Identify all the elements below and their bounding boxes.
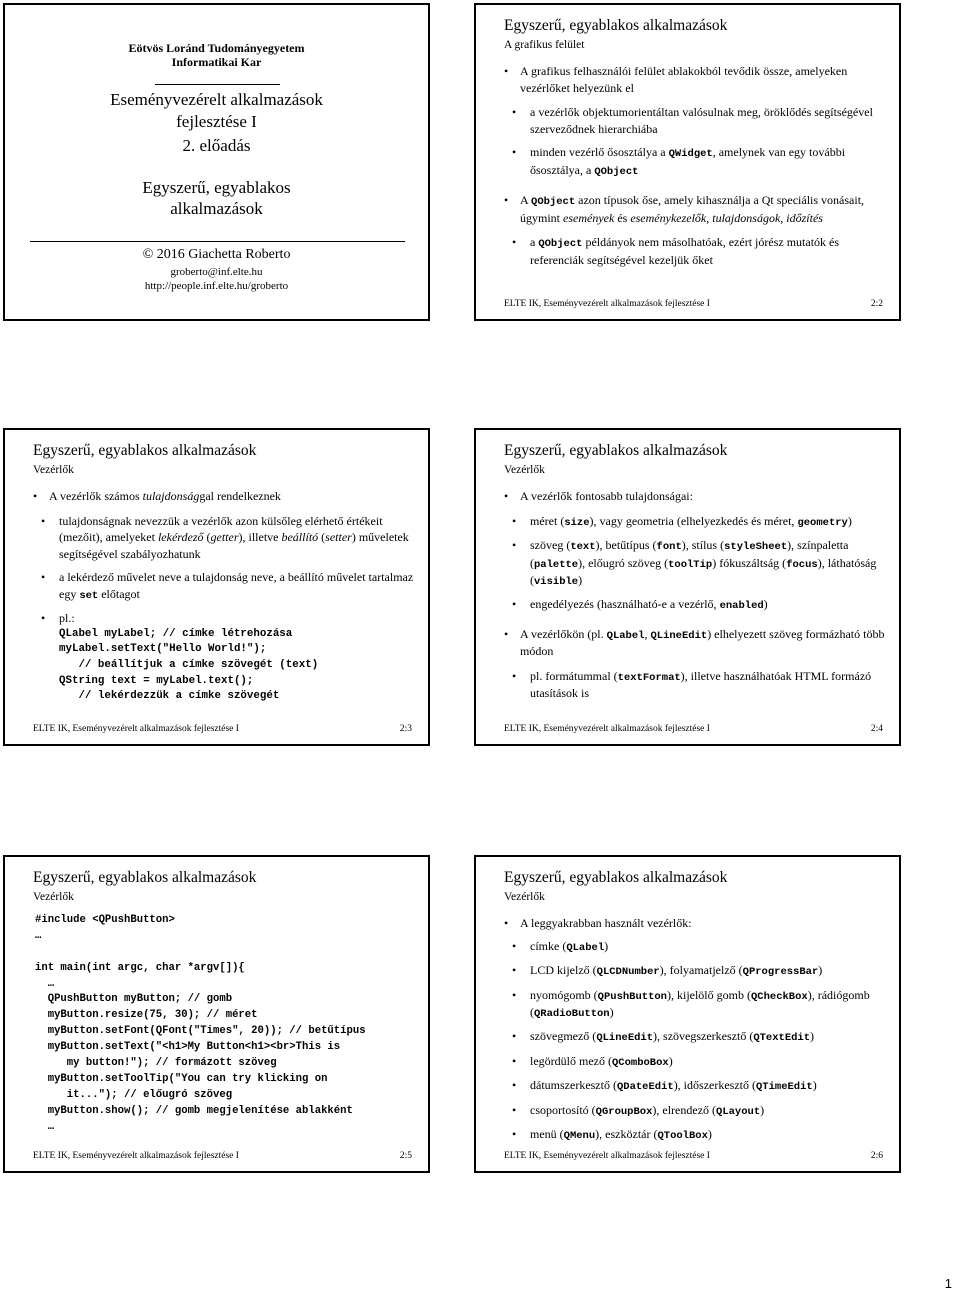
slide-title: Egyszerű, egyablakos alkalmazások <box>504 17 728 34</box>
widget-list-item: • menü (QMenu), eszköztár (QToolBox) <box>502 1126 885 1143</box>
sub-bullet: • szöveg (text), betűtípus (font), stílus (styleSheet), színpaletta (palette), előugró szöveg (toolTip) fókuszáltság (focus), láthatóság (visible) <box>502 537 885 589</box>
slide-2 <box>474 3 901 321</box>
slide-4 <box>474 428 901 746</box>
slide-number: 2:3 <box>399 724 412 734</box>
sub-bullet: • tulajdonságnak nevezzük a vezérlők azon külsőleg elérhető értékeit (mezőit), amelyeket lekérdező (getter), illetve beállító (setter) műveletek segítségével szabályozhatunk <box>31 513 414 563</box>
university-name: Eötvös Loránd Tudományegyetem <box>128 41 305 55</box>
code-example: #include <QPushButton> … int main(int argc, char *argv[]){ … QPushButton myButton; // gomb myButton.resize(75, 30); // méret myButton.setFont(QFont("Times", 20)); // betűtípus myButton.setText("<h1>My Button<h1><br>This is my button!"); // formázott szöveg myButton.setToolTip("You can try klicking on it..."); // előugró szöveg myButton.show(); // gomb megjelenítése ablakként … <box>35 914 366 1133</box>
bullet: • A vezérlőkön (pl. QLabel, QLineEdit) elhelyezett szöveg formázható több módon <box>502 626 885 660</box>
slide-3 <box>3 428 430 746</box>
slide-title: Egyszerű, egyablakos alkalmazások <box>504 869 728 886</box>
widget-list-item: • LCD kijelző (QLCDNumber), folyamatjelző (QProgressBar) <box>502 962 885 979</box>
sub-bullet: • a vezérlők objektumorientáltan valósulnak meg, öröklődés segítségével szerveződnek hierarchiába <box>502 104 885 137</box>
bullet: • A vezérlők fontosabb tulajdonságai: <box>502 488 885 505</box>
divider <box>155 84 280 85</box>
slide-title: Egyszerű, egyablakos alkalmazások <box>33 442 257 459</box>
bullet: • A grafikus felhasználói felület ablakokból tevődik össze, amelyeken vezérlőket helyezünk el <box>502 63 885 96</box>
slide-number: 2:6 <box>870 1151 883 1161</box>
slide-subtitle: A grafikus felület <box>504 39 585 51</box>
sub-bullet: • pl.: <box>31 610 414 627</box>
slide-number: 2:5 <box>399 1151 412 1161</box>
slide-6 <box>474 855 901 1173</box>
widget-list-item: • csoportosító (QGroupBox), elrendező (QLayout) <box>502 1102 885 1119</box>
bullet: • A vezérlők számos tulajdonsággal rendelkeznek <box>31 488 414 505</box>
slide-title: Egyszerű, egyablakos alkalmazások <box>504 442 728 459</box>
sub-bullet: • a QObject példányok nem másolhatóak, ezért jórész mutatók és referenciák segítségével kezeljük őket <box>502 234 885 268</box>
slide-title: Egyszerű, egyablakos alkalmazások <box>33 869 257 886</box>
slide-footer: ELTE IK, Eseményvezérelt alkalmazások fejlesztése I 2:5 <box>33 1151 412 1161</box>
sub-bullet: • a lekérdező művelet neve a tulajdonság neve, a beállító művelet tartalmaz egy set előtagot <box>31 569 414 603</box>
slide-footer: ELTE IK, Eseményvezérelt alkalmazások fejlesztése I 2:3 <box>33 724 412 734</box>
divider <box>30 241 405 242</box>
widget-list-item: • dátumszerkesztő (QDateEdit), időszerkesztő (QTimeEdit) <box>502 1077 885 1094</box>
course-title-line-2: fejlesztése I <box>176 112 257 132</box>
bullet: • A leggyakrabban használt vezérlők: <box>502 915 885 932</box>
widget-list-item: • címke (QLabel) <box>502 938 885 955</box>
sub-bullet: • méret (size), vagy geometria (elhelyezkedés és méret, geometry) <box>502 513 885 530</box>
page-number: 1 <box>944 1276 952 1291</box>
widget-list <box>502 938 885 1144</box>
copyright: © 2016 Giachetta Roberto <box>142 247 291 262</box>
topic-line-2: alkalmazások <box>170 199 263 219</box>
sub-bullet: • pl. formátummal (textFormat), illetve használhatóak HTML formázó utasítások is <box>502 668 885 702</box>
widget-list-item: • legördülő mező (QComboBox) <box>502 1053 885 1070</box>
slide-footer: ELTE IK, Eseményvezérelt alkalmazások fejlesztése I 2:4 <box>504 724 883 734</box>
sub-bullet: • minden vezérlő ősosztálya a QWidget, amelynek van egy további ősosztálya, a QObject <box>502 144 885 179</box>
slide-subtitle: Vezérlők <box>33 464 74 476</box>
sub-bullet: • engedélyezés (használható-e a vezérlő, enabled) <box>502 596 885 613</box>
code-example: QLabel myLabel; // címke létrehozása myLabel.setText("Hello World!"); // beállítjuk a címke szövegét (text) QString text = myLabel.text(); // lekérdezzük a címke szövegét <box>59 627 319 703</box>
slide-number: 2:4 <box>870 724 883 734</box>
lecture-number: 2. előadás <box>182 136 251 155</box>
slide-subtitle: Vezérlők <box>504 891 545 903</box>
bullet: • A QObject azon típusok őse, amely kihasználja a Qt speciális vonásait, úgymint események és eseménykezelők, tulajdonságok, időzítés <box>502 192 885 226</box>
slide-subtitle: Vezérlők <box>33 891 74 903</box>
slide-5 <box>3 855 430 1173</box>
course-title-line-1: Eseményvezérelt alkalmazások <box>110 90 323 109</box>
author-website: http://people.inf.elte.hu/groberto <box>144 280 289 293</box>
widget-list-item: • nyomógomb (QPushButton), kijelölő gomb (QCheckBox), rádiógomb (QRadioButton) <box>502 987 885 1022</box>
slide-1-cover <box>3 3 430 321</box>
widget-list-item: • szövegmező (QLineEdit), szövegszerkesztő (QTextEdit) <box>502 1028 885 1045</box>
author-email: groberto@inf.elte.hu <box>170 266 263 278</box>
slide-footer: ELTE IK, Eseményvezérelt alkalmazások fejlesztése I 2:6 <box>504 1151 883 1161</box>
topic-line-1: Egyszerű, egyablakos <box>142 178 291 197</box>
faculty-name: Informatikai Kar <box>171 55 262 70</box>
slide-subtitle: Vezérlők <box>504 464 545 476</box>
slide-number: 2:2 <box>870 299 883 309</box>
slide-footer: ELTE IK, Eseményvezérelt alkalmazások fejlesztése I 2:2 <box>504 299 883 309</box>
